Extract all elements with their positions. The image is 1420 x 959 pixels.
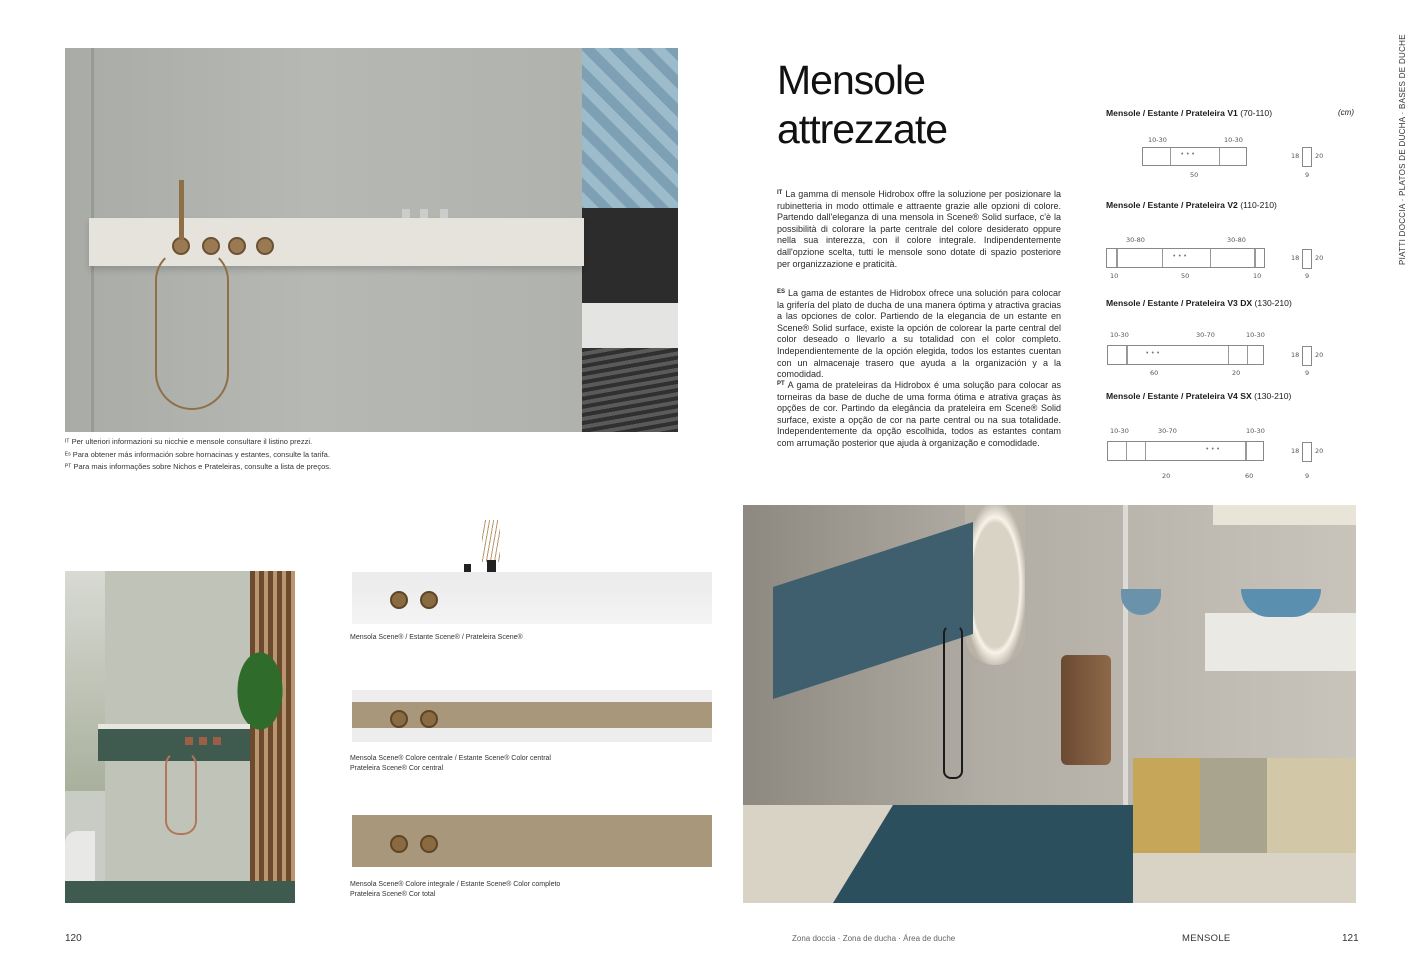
dim: 10-30 <box>1246 427 1265 435</box>
dim: 30-70 <box>1158 427 1177 435</box>
dim: 30-70 <box>1196 331 1215 339</box>
note-es: ᴱˢ Para obtener más información sobre hornacinas y estantes, consulte la tarifa. <box>65 449 330 459</box>
drawing-holes: ••• <box>1206 446 1223 453</box>
dim: 10-30 <box>1110 331 1129 339</box>
dim: 50 <box>1181 272 1190 280</box>
bathtub <box>65 831 95 881</box>
page-number-left: 120 <box>65 933 82 944</box>
variant-full <box>352 815 712 867</box>
lang-code: PT <box>777 381 785 387</box>
dim: 10 <box>1253 272 1262 280</box>
notes <box>65 436 485 474</box>
side-v1 <box>1302 147 1312 167</box>
black-hose <box>943 625 963 779</box>
dim: 50 <box>1190 171 1199 179</box>
headboard <box>582 208 678 308</box>
diffuser-sticks <box>482 520 500 562</box>
title-line-1: Mensole <box>777 57 925 103</box>
floor <box>65 881 295 903</box>
paragraph-es <box>777 288 1061 381</box>
dim: 20 <box>1315 447 1324 455</box>
dim: 20 <box>1315 351 1324 359</box>
brass-knob <box>420 835 438 853</box>
spec-v1-title <box>1106 108 1272 118</box>
dim: 10-30 <box>1148 136 1167 144</box>
spec-v2-title <box>1106 200 1277 210</box>
black-bottle <box>464 564 471 572</box>
spec-name: Mensole / Estante / Prateleira V3 DX <box>1106 298 1253 308</box>
brass-knob <box>390 591 408 609</box>
dim: 10-30 <box>1110 427 1129 435</box>
dim: 20 <box>1315 254 1324 262</box>
rug <box>1133 758 1356 853</box>
brass-knob <box>390 710 408 728</box>
footer-zone: Zona doccia · Zona de ducha · Área de duche <box>792 934 956 943</box>
paragraph-it <box>777 189 1061 270</box>
drawing-v2 <box>1106 248 1265 268</box>
dim: 10-30 <box>1246 331 1265 339</box>
page-title <box>777 56 947 154</box>
variant-3-caption <box>350 880 560 900</box>
hero-photo <box>65 48 678 432</box>
dim: 30-80 <box>1227 236 1246 244</box>
dim: 9 <box>1305 472 1310 480</box>
title-line-2: attrezzate <box>777 106 948 152</box>
drawing-holes: ••• <box>1146 350 1163 357</box>
hand-shower <box>179 180 184 240</box>
paragraph-text: La gama de estantes de Hidrobox ofrece una solución para colocar la grifería del plato de ducha de una manera óptima y atractiva gracias a las opciones de color. Partiendo de la elegancia de un estante en Scene® Solid surface, existe la opción de colorear la parte central del color deseado o llevarlo a su totalidad con el color completo. Independientemente de la opción elegida, todos los estantes cuentan con un almacenaje trasero que ayuda a la organización y a la comodidad. <box>777 288 1061 380</box>
drawing-edge-right <box>1254 249 1256 267</box>
side-v2 <box>1302 249 1312 269</box>
bathroom-photo-blue <box>743 505 1356 903</box>
paragraph-text: A gama de prateleiras da Hidrobox é uma solução para colocar as torneiras da base de duche de uma forma ótima e atrativa graças às opções de cor. Partindo da elegância da prateleira em Scene® Solid surface, existe a opção de cor na parte central ou na sua totalidade. Independentemente da opção escolhida, todos as estantes contam com arrumação posterior que ajuda à organização e comodidade. <box>777 380 1061 448</box>
dim: 18 <box>1291 254 1300 262</box>
dim: 9 <box>1305 369 1310 377</box>
spec-range: (70-110) <box>1240 108 1273 118</box>
variant-1-caption: Mensola Scene® / Estante Scene® / Prateleira Scene® <box>350 634 523 641</box>
brass-knob <box>390 835 408 853</box>
copper-hose <box>165 751 197 835</box>
variant-2-caption-line-1: Mensola Scene® Colore centrale / Estante Scene® Color central <box>350 755 551 762</box>
brass-knob <box>420 591 438 609</box>
drawing-left <box>1126 442 1146 460</box>
note-it: ᴵᵀ Per ulteriori informazioni su nicchie e mensole consultare il listino prezzi. <box>65 437 313 446</box>
drawing-left <box>1126 346 1128 364</box>
dim: 18 <box>1291 447 1300 455</box>
variant-center <box>352 690 712 742</box>
side-label: PIATTI DOCCIA · PLATOS DE DUCHA · BASES DE DUCHE <box>1398 34 1407 265</box>
bathroom-photo-green <box>65 571 295 903</box>
drawing-right <box>1245 442 1247 460</box>
brass-knob <box>420 710 438 728</box>
drawing-edge-left <box>1116 249 1118 267</box>
dim: 9 <box>1305 272 1310 280</box>
drawing-v4 <box>1107 441 1264 461</box>
lang-code: ES <box>777 289 786 295</box>
copper-knobs <box>185 737 225 745</box>
dim: 20 <box>1232 369 1241 377</box>
stool <box>1061 655 1111 765</box>
spec-range: (130-210) <box>1254 391 1292 401</box>
oval-mirror <box>965 505 1025 665</box>
spec-name: Mensole / Estante / Prateleira V1 <box>1106 108 1238 118</box>
variant-2-caption <box>350 754 551 774</box>
footer-section: MENSOLE <box>1182 933 1231 944</box>
shelf-items <box>402 209 456 218</box>
variant-2-caption-line-2: Prateleira Scene® Cor central <box>350 765 444 772</box>
glass-panel <box>1123 505 1128 825</box>
variant-3-caption-line-1: Mensola Scene® Colore integrale / Estante Scene® Color completo <box>350 881 561 888</box>
paragraph-text: La gamma di mensole Hidrobox offre la soluzione per posizionare la rubinetteria in modo ottimale e attraente grazie alle opzioni di colore. Partendo dall'eleganza di una mensola in Scene® Solid surface, c'è la possibilità di colorare la parte centrale del colore desiderato oppure nella sua interezza, con il colore integrale. Indipendentemente dall'opzione scelta, tutti le mensole sono dotate di spazio posteriore per organizzazione e praticità. <box>777 189 1061 269</box>
drawing-v3 <box>1107 345 1264 365</box>
drawing-holes: ••• <box>1181 151 1198 158</box>
vanity <box>1205 613 1356 671</box>
lang-code: IT <box>777 190 783 196</box>
shelf-top <box>98 724 250 729</box>
mixer-knob <box>256 237 274 255</box>
variant-3-caption-line-2: Prateleira Scene® Cor total <box>350 891 436 898</box>
dim: 20 <box>1315 152 1324 160</box>
drawing-v1 <box>1142 147 1247 166</box>
spec-name: Mensole / Estante / Prateleira V2 <box>1106 200 1238 210</box>
dim: 30-80 <box>1126 236 1145 244</box>
dim: 18 <box>1291 351 1300 359</box>
bedding <box>582 303 678 348</box>
bed-blanket <box>582 348 678 432</box>
spec-range: (130-210) <box>1254 298 1292 308</box>
dim: 10-30 <box>1224 136 1243 144</box>
paragraph-pt <box>777 380 1061 450</box>
diffuser-bottle <box>487 560 496 572</box>
dim: 60 <box>1150 369 1159 377</box>
dim: 9 <box>1305 171 1310 179</box>
side-v3 <box>1302 346 1312 366</box>
drawing-right <box>1228 346 1248 364</box>
spec-v4-title <box>1106 391 1291 401</box>
spec-name: Mensole / Estante / Prateleira V4 SX <box>1106 391 1252 401</box>
mixer-knob <box>228 237 246 255</box>
page-number-right: 121 <box>1342 933 1359 944</box>
shower-hose <box>155 248 229 410</box>
note-pt: ᴾᵀ Para mais informações sobre Nichos e Prateleiras, consulte a lista de preços. <box>65 462 332 471</box>
dim: 20 <box>1162 472 1171 480</box>
spec-range: (110-210) <box>1240 200 1277 210</box>
drawing-holes: ••• <box>1173 253 1190 260</box>
variant-white <box>352 520 712 625</box>
dim: 10 <box>1110 272 1119 280</box>
dim: 18 <box>1291 152 1300 160</box>
ceiling-light <box>1213 505 1356 525</box>
dim: 60 <box>1245 472 1254 480</box>
unit-label: (cm) <box>1338 108 1354 117</box>
side-v4 <box>1302 442 1312 462</box>
spec-v3-title <box>1106 298 1292 308</box>
